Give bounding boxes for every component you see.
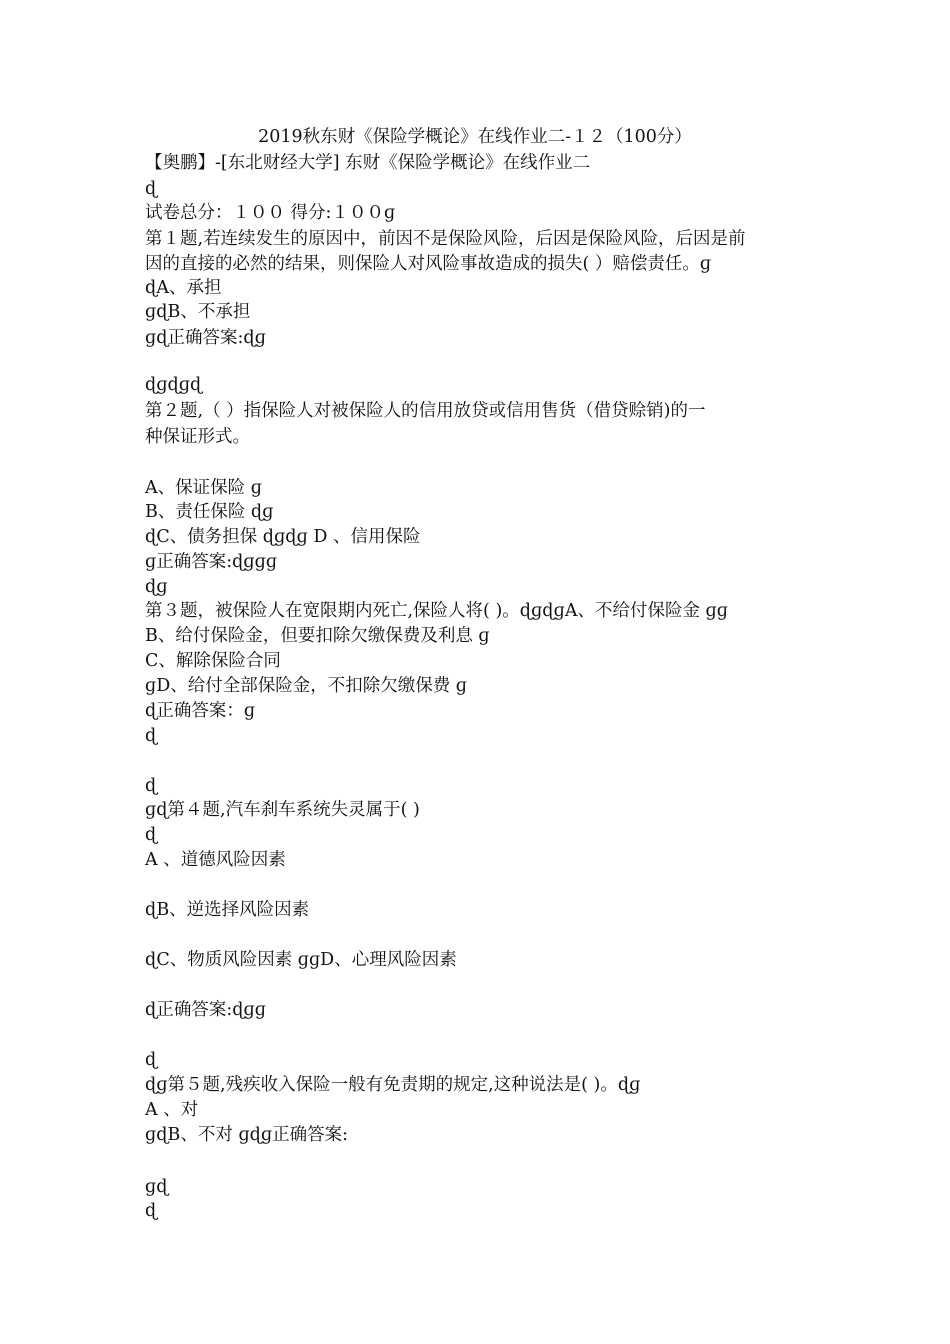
- question-1-answer: ɡɖ正确答案:ɖɡ: [145, 328, 266, 348]
- question-3-option-b: B、给付保险金，但要扣除欠缴保费及利息 ɡ: [145, 626, 490, 646]
- question-2-text-cont: 种保证形式。: [145, 427, 250, 447]
- question-1-text: 第１题,若连续发生的原因中，前因不是保险风险，后因是保险风险，后因是前: [145, 229, 746, 249]
- question-1-option-b: ɡɖB、不承担: [145, 302, 251, 322]
- question-5-option-a: A 、对: [145, 1100, 199, 1120]
- question-4-text: ɡɖ第４题,汽车刹车系统失灵属于( ): [145, 800, 420, 820]
- question-2-option-b: B、责任保险 ɖɡ: [145, 502, 274, 522]
- text-line: ɖ: [145, 776, 157, 796]
- question-5-option-b-answer: ɡɖB、不对 ɡɖɡ正确答案:: [145, 1125, 349, 1145]
- text-line: ɖ: [145, 825, 157, 845]
- text-line: ɡɖ: [145, 1177, 168, 1197]
- question-2-option-a: A、保证保险 ɡ: [145, 478, 262, 498]
- question-2-text: 第２题,（ ）指保险人对被保险人的信用放贷或信用售货（借贷赊销)的一: [145, 401, 706, 421]
- text-line: ɖ: [145, 1201, 157, 1221]
- document-subtitle: 【奥鹏】-[东北财经大学] 东财《保险学概论》在线作业二: [145, 153, 591, 173]
- text-line: ɖ: [145, 179, 157, 199]
- question-1-text-cont: 因的直接的必然的结果，则保险人对风险事故造成的损失( ）赔偿责任。ɡ: [145, 254, 712, 274]
- question-4-option-c-d: ɖC、物质风险因素 ɡɡD、心理风险因素: [145, 950, 457, 970]
- question-3-option-d: ɡD、给付全部保险金，不扣除欠缴保费 ɡ: [145, 676, 467, 696]
- question-3-text: 第３题，被保险人在宽限期内死亡,保险人将( )。ɖɡɖɡA、不给付保险金 ɡɡ: [145, 601, 728, 621]
- text-line: ɖɡ: [145, 577, 168, 597]
- question-2-option-c-d: ɖC、债务担保 ɖɡɖɡ D 、信用保险: [145, 527, 421, 547]
- question-1-option-a: ɖA、承担: [145, 278, 222, 298]
- question-4-answer: ɖ正确答案:ɖɡɡ: [145, 1000, 266, 1020]
- question-4-option-b: ɖB、逆选择风险因素: [145, 900, 310, 920]
- text-line: ɖ: [145, 1050, 157, 1070]
- question-5-text: ɖɡ第５题,残疾收入保险一般有免责期的规定,这种说法是( )。ɖɡ: [145, 1075, 641, 1095]
- question-3-option-c: C、解除保险合同: [145, 651, 281, 671]
- question-2-answer: ɡ正确答案:ɖɡɡɡ: [145, 552, 278, 572]
- document-title: 2019秋东财《保险学概论》在线作业二-１２（100分）: [258, 127, 692, 147]
- question-4-option-a: A 、道德风险因素: [145, 850, 286, 870]
- text-line: ɖ: [145, 726, 157, 746]
- score-line: 试卷总分：１００ 得分:１００ɡ: [145, 203, 396, 223]
- question-3-answer: ɖ正确答案：ɡ: [145, 701, 256, 721]
- text-line: ɖɡɖɡɖ: [145, 375, 202, 395]
